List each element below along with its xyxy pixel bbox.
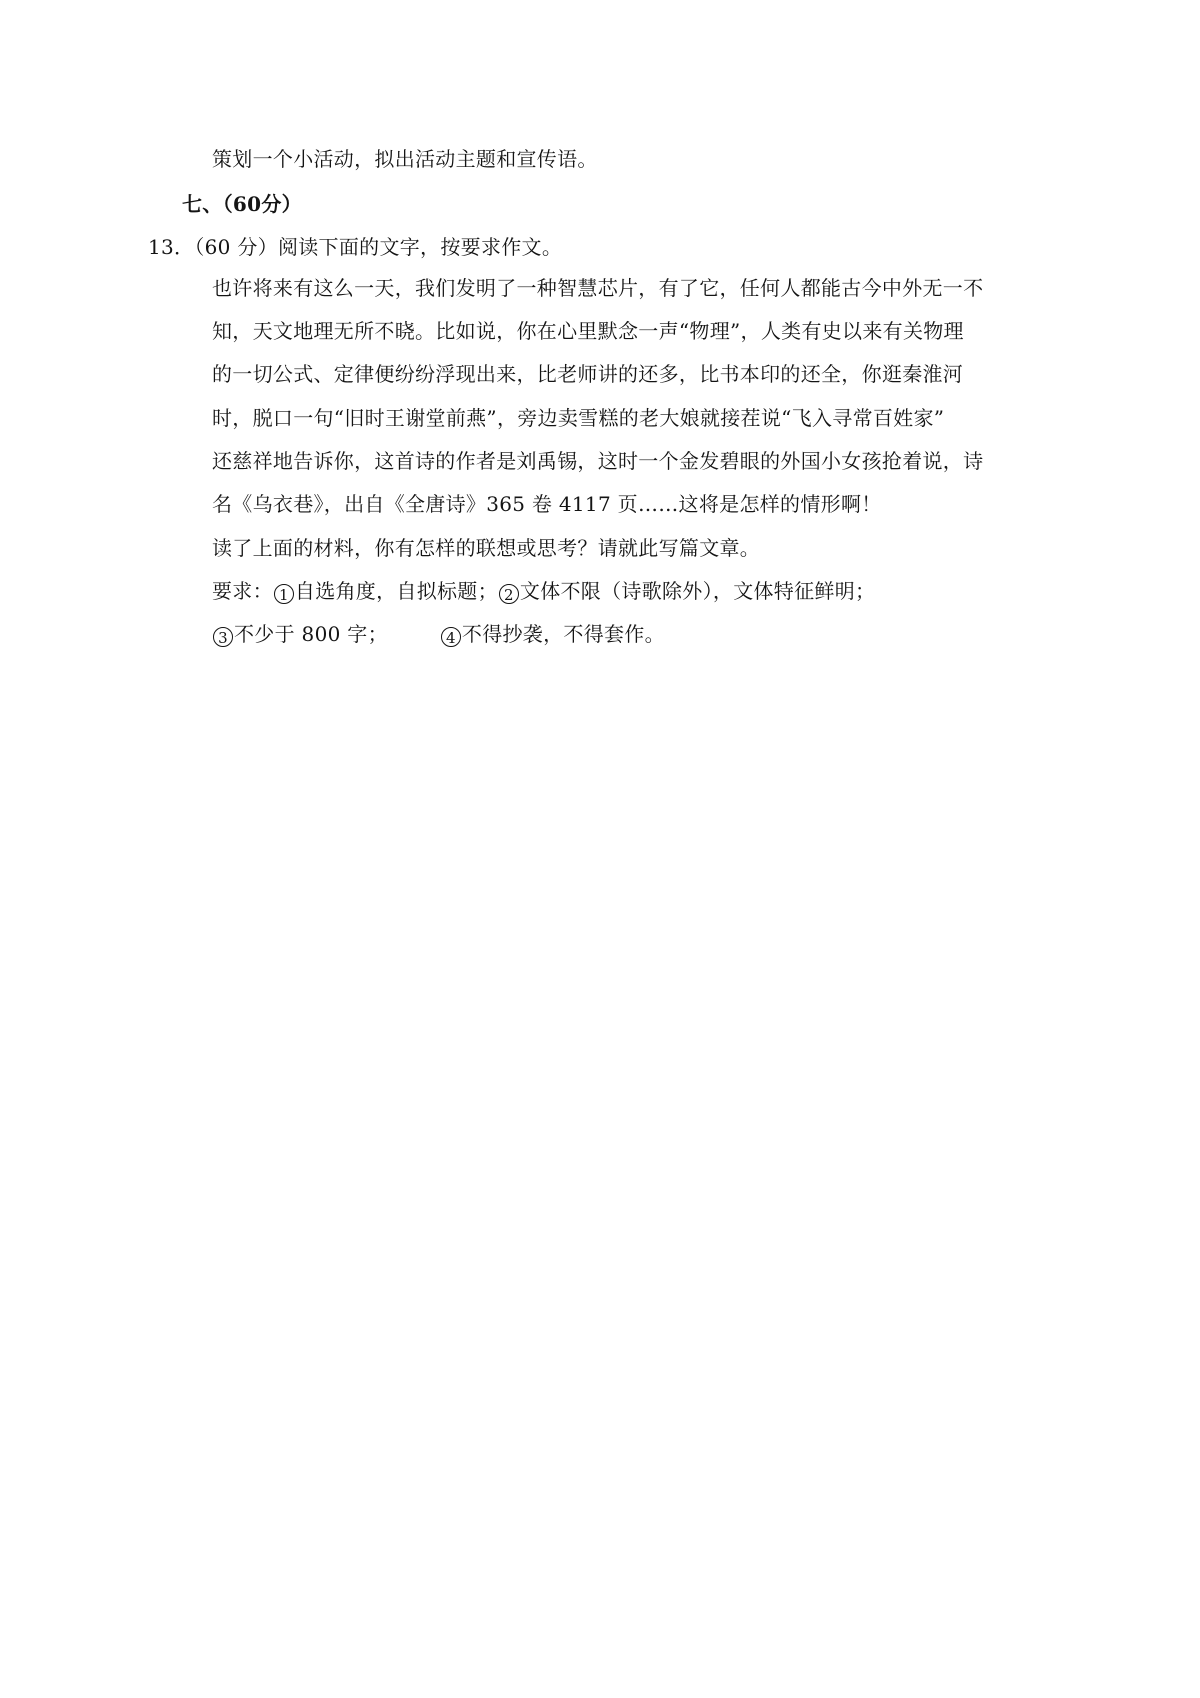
section-heading: 七、（60分） [182, 192, 302, 216]
material-line-1: 也许将来有这么一天，我们发明了一种智慧芯片，有了它，任何人都能古今中外无一不 [212, 276, 984, 300]
requirement-4: 不得抄袭，不得套作。 [461, 622, 665, 646]
activity-instruction: 策划一个小活动，拟出活动主题和宣传语。 [212, 147, 598, 171]
requirements-line-2 [212, 621, 665, 647]
circled-number-2: 2 [499, 584, 519, 604]
material-line-4: 时，脱口一句“旧时王谢堂前燕”，旁边卖雪糕的老大娘就接茬说“飞入寻常百姓家” [212, 406, 945, 430]
material-line-3: 的一切公式、定律便纷纷浮现出来，比老师讲的还多，比书本印的还全，你逛秦淮河 [212, 362, 964, 386]
requirements-line-1 [212, 578, 875, 604]
requirement-2: 文体不限（诗歌除外），文体特征鲜明； [519, 579, 876, 603]
requirement-3: 不少于 800 字； [234, 622, 388, 646]
material-line-2: 知，天文地理无所不晓。比如说，你在心里默念一声“物理”，人类有史以来有关物理 [212, 319, 964, 343]
question-header: 13．（60 分）阅读下面的文字，按要求作文。 [148, 235, 563, 259]
material-line-6: 名《乌衣巷》，出自《全唐诗》365 卷 4117 页……这将是怎样的情形啊！ [212, 492, 882, 516]
circled-number-3: 3 [213, 627, 233, 647]
circled-number-4: 4 [441, 627, 461, 647]
material-line-5: 还慈祥地告诉你，这首诗的作者是刘禹锡，这时一个金发碧眼的外国小女孩抢着说，诗 [212, 449, 984, 473]
requirements-label: 要求： [212, 579, 273, 603]
circled-number-1: 1 [274, 584, 294, 604]
writing-prompt: 读了上面的材料，你有怎样的联想或思考？请就此写篇文章。 [212, 536, 761, 560]
requirement-1: 自选角度，自拟标题； [294, 579, 498, 603]
